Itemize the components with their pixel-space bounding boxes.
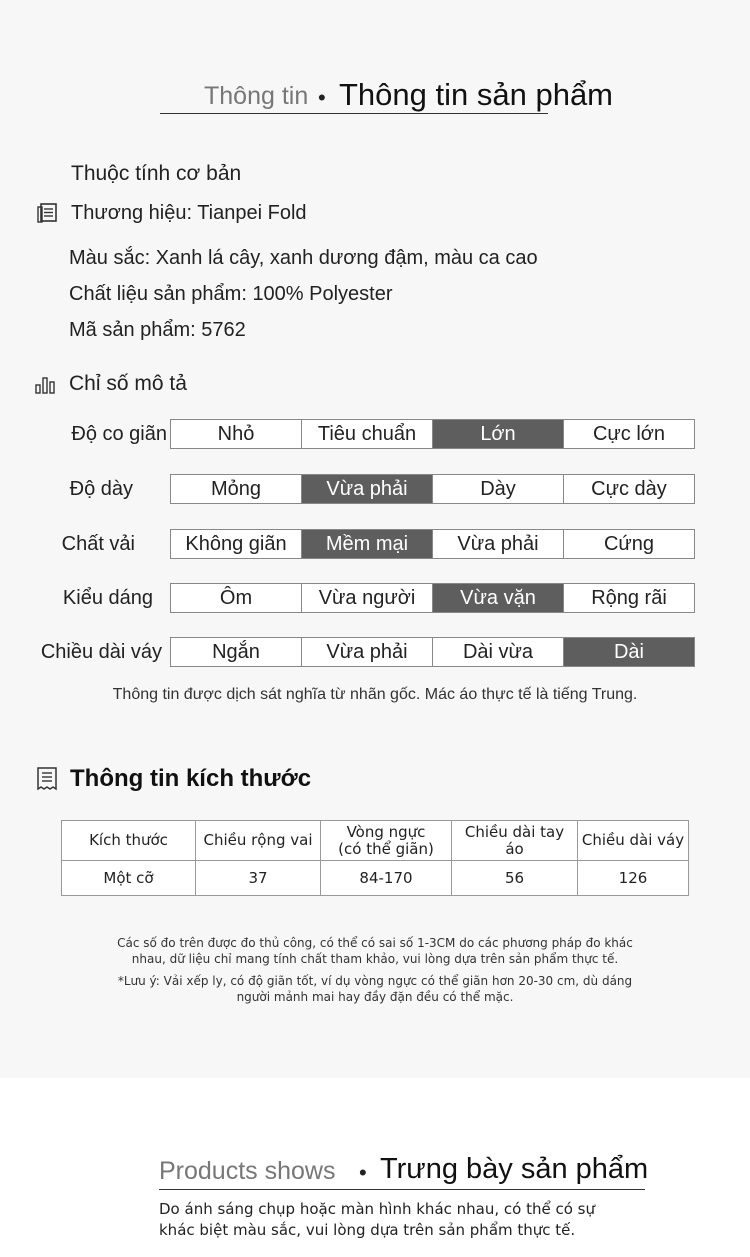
index-row-scale (170, 474, 695, 504)
fabric-note-line: người mảnh mai hay đầy đặn đều có thể mặc. (236, 990, 514, 1004)
fabric-note-line: *Lưu ý: Vải xếp ly, có độ giãn tốt, ví dụ vòng ngực có thể giãn hơn 20-30 cm, dù dáng (117, 974, 633, 988)
scale-option: Mỏng (210, 477, 262, 500)
measurement-note-line: nhau, dữ liệu chỉ mang tính chất tham khảo, vui lòng dựa trên sản phẩm thực tế. (131, 952, 619, 966)
bar-chart-icon (35, 373, 57, 395)
scale-option: Vừa phải (301, 638, 432, 666)
color-line: Màu sắc: Xanh lá cây, xanh dương đậm, màu ca cao (69, 247, 538, 269)
scale-option-selected: Vừa phải (301, 475, 432, 503)
table-row (62, 861, 689, 896)
table-cell: Một cỡ (62, 861, 196, 896)
index-row-scale (170, 583, 695, 613)
scale-option: Ôm (219, 586, 253, 609)
scale-option-selected: Dài (563, 638, 694, 666)
products-note-line: khác biệt màu sắc, vui lòng dựa trên sản phẩm thực tế. (159, 1221, 576, 1239)
scale-option: Dày (432, 475, 563, 503)
table-header-cell: Chiều rộng vai (196, 821, 321, 861)
brand-line: Thương hiệu: Tianpei Fold (71, 202, 307, 224)
document-list-icon (37, 202, 59, 224)
scale-option-selected: Mềm mại (301, 530, 432, 558)
scale-option-selected: Vừa vặn (432, 584, 563, 612)
table-cell: 126 (578, 861, 689, 896)
section-title-separator: • (318, 85, 326, 110)
index-row-label: Chiều dài váy (40, 641, 162, 663)
scale-option: Vừa người (301, 584, 432, 612)
index-row-label: Chất vải (61, 533, 135, 555)
index-row-scale (170, 529, 695, 559)
section-title-strong: Thông tin sản phẩm (339, 77, 614, 112)
scale-option: Vừa phải (432, 530, 563, 558)
products-title-light: Products shows (159, 1157, 336, 1185)
section-title-light: Thông tin (204, 82, 309, 110)
index-row-scale (170, 419, 695, 449)
index-row-label: Độ dày (69, 478, 133, 500)
table-header-row (62, 821, 689, 861)
scale-option: Rộng rãi (563, 584, 694, 612)
index-title: Chỉ số mô tả (69, 372, 187, 395)
products-title-strong: Trưng bày sản phẩm (380, 1153, 649, 1185)
basic-attributes-title: Thuộc tính cơ bản (71, 162, 242, 185)
table-header-cell: Chiều dài tay áo (452, 821, 578, 861)
table-cell: 56 (452, 861, 578, 896)
scale-option: Tiêu chuẩn (301, 420, 432, 448)
material-line: Chất liệu sản phẩm: 100% Polyester (69, 283, 393, 305)
receipt-icon (36, 767, 58, 791)
products-note-line: Do ánh sáng chụp hoặc màn hình khác nhau, có thể có sự (159, 1200, 595, 1218)
scale-option: Cực dày (563, 475, 694, 503)
table-cell: 37 (196, 861, 321, 896)
size-info-title: Thông tin kích thước (70, 765, 312, 792)
scale-option: Ngắn (212, 640, 260, 663)
scale-option: Cực lớn (563, 420, 694, 448)
section-underline (160, 113, 548, 114)
table-header-cell: Chiều dài váy (578, 821, 689, 861)
scale-option-selected: Lớn (432, 420, 563, 448)
table-header-cell: Kích thước (62, 821, 196, 861)
table-header-cell: Vòng ngực (có thể giãn) (321, 821, 452, 861)
product-code-line: Mã sản phẩm: 5762 (69, 319, 246, 341)
scale-option: Nhỏ (217, 422, 255, 445)
index-row-label: Kiểu dáng (62, 587, 153, 609)
translation-note: Thông tin được dịch sát nghĩa từ nhãn gốc. Mác áo thực tế là tiếng Trung. (112, 686, 638, 703)
products-title-separator: • (359, 1160, 367, 1185)
size-table (61, 820, 689, 896)
measurement-note-line: Các số đo trên được đo thủ công, có thể có sai số 1-3CM do các phương pháp đo khác (117, 936, 633, 950)
index-row-label: Độ co giãn (71, 423, 167, 445)
scale-option: Dài vừa (432, 638, 563, 666)
scale-option: Cứng (563, 530, 694, 558)
table-cell: 84-170 (321, 861, 452, 896)
scale-option: Không giãn (185, 532, 287, 555)
products-underline (159, 1189, 645, 1190)
index-row-scale (170, 637, 695, 667)
